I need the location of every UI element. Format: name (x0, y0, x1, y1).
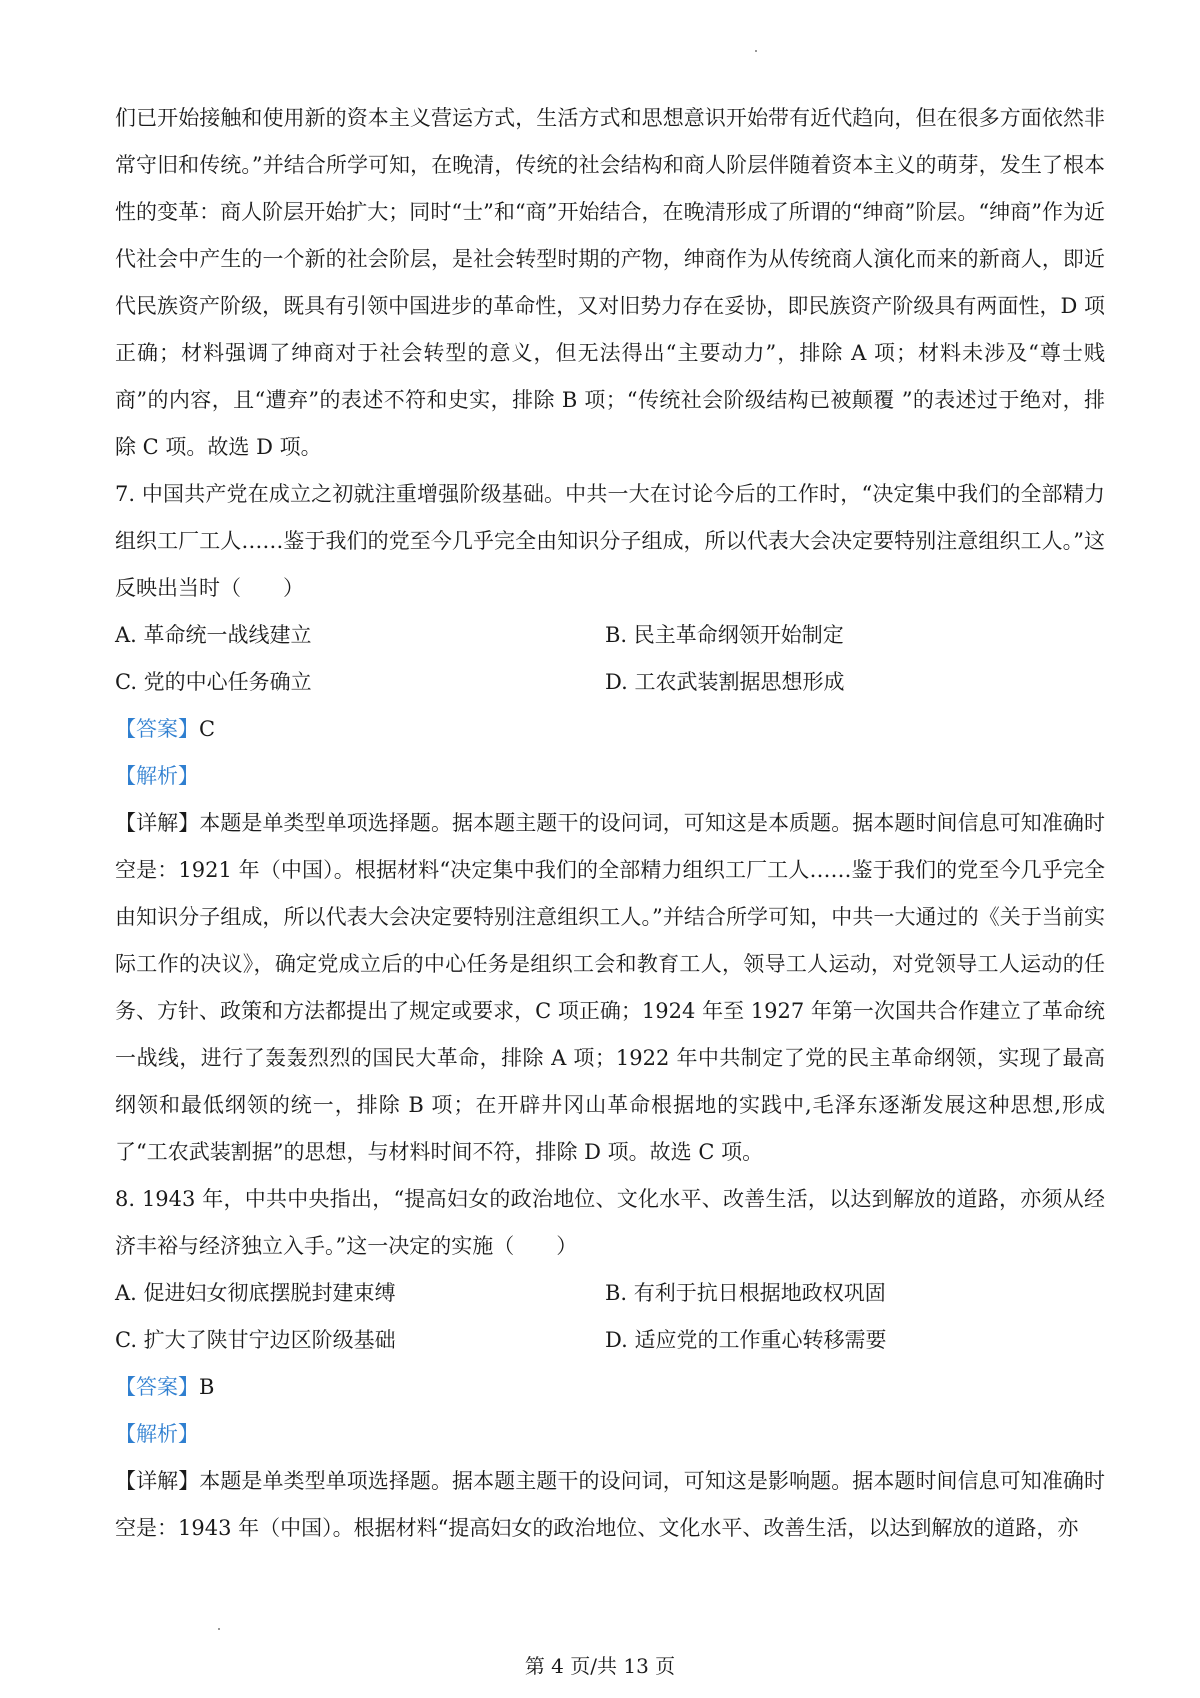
question-8-option-d: D. 适应党的工作重心转移需要 (605, 1328, 887, 1352)
question-8-answer (115, 1364, 1105, 1411)
question-8-option-c: C. 扩大了陕甘宁边区阶级基础 (115, 1328, 396, 1352)
question-7-stem: 7. 中国共产党在成立之初就注重增强阶级基础。中共一大在讨论今后的工作时，“决定集中我们的全部精力组织工厂工人……鉴于我们的党至今几乎完全由知识分子组成，所以代表大会决定要特别注意组织工人。”这反映出当时（ ） (115, 482, 1105, 600)
page-number-footer: 第 4 页/共 13 页 (524, 1654, 676, 1678)
question-8-analysis (115, 1411, 1105, 1458)
question-7-option-b: B. 民主革命纲领开始制定 (605, 623, 844, 647)
answer-value: B (199, 1375, 215, 1399)
continued-explanation-paragraph: 们已开始接触和使用新的资本主义营运方式，生活方式和思想意识开始带有近代趋向，但在很多方面依然非常守旧和传统。”并结合所学可知，在晚清，传统的社会结构和商人阶层伴随着资本主义的萌芽，发生了根本性的变革：商人阶层开始扩大；同时“士”和“商”开始结合，在晚清形成了所谓的“绅商”阶层。“绅商”作为近代社会中产生的一个新的社会阶层，是社会转型时期的产物，绅商作为从传统商人演化而来的新商人，即近代民族资产阶级，既具有引领中国进步的革命性，又对旧势力存在妥协，即民族资产阶级具有两面性，D 项正确；材料强调了绅商对于社会转型的意义，但无法得出“主要动力”，排除 A 项；材料未涉及“尊士贱商”的内容，且“遭弃”的表述不符和史实，排除 B 项；“传统社会阶级结构已被颠覆 ”的表述过于绝对，排除 C 项。故选 D 项。 (115, 106, 1105, 459)
answer-value: C (199, 717, 216, 741)
question-7-options-row-1 (115, 612, 1105, 659)
question-7-analysis (115, 753, 1105, 800)
question-7 (115, 471, 1105, 1176)
scan-speck (218, 1628, 220, 1630)
detail-label: 【详解】 (115, 1469, 200, 1493)
question-7-option-c: C. 党的中心任务确立 (115, 670, 312, 694)
detail-text: 本题是单类型单项选择题。据本题主题干的设问词，可知这是影响题。据本题时间信息可知准确时空是：1943 年（中国）。根据材料“提高妇女的政治地位、文化水平、改善生活，以达到解放的道路，亦 (115, 1469, 1106, 1540)
question-8-option-b: B. 有利于抗日根据地政权巩固 (605, 1281, 886, 1305)
detail-text: 本题是单类型单项选择题。据本题主题干的设问词，可知这是本质题。据本题时间信息可知准确时空是：1921 年（中国）。根据材料“决定集中我们的全部精力组织工厂工人……鉴于我们的党至今几乎完全由知识分子组成，所以代表大会决定要特别注意组织工人。”并结合所学可知，中共一大通过的《关于当前实际工作的决议》，确定党成立后的中心任务是组织工会和教育工人，领导工人运动，对党领导工人运动的任务、方针、政策和方法都提出了规定或要求，C 项正确；1924 年至 1927 年第一次国共合作建立了革命统一战线，进行了轰轰烈烈的国民大革命，排除 A 项；1922 年中共制定了党的民主革命纲领，实现了最高纲领和最低纲领的统一，排除 B 项；在开辟井冈山革命根据地的实践中,毛泽东逐渐发展这种思想,形成了“工农武装割据”的思想，与材料时间不符，排除 D 项。故选 C 项。 (115, 811, 1106, 1164)
question-8-detail (115, 1458, 1105, 1552)
analysis-label: 【解析】 (115, 1422, 199, 1446)
analysis-label: 【解析】 (115, 764, 199, 788)
question-8-stem: 8. 1943 年，中共中央指出，“提高妇女的政治地位、文化水平、改善生活，以达到解放的道路，亦须从经济丰裕与经济独立入手。”这一决定的实施（ ） (115, 1187, 1105, 1258)
question-7-option-a: A. 革命统一战线建立 (115, 623, 312, 647)
answer-label: 【答案】 (115, 1375, 199, 1399)
question-7-options-row-2 (115, 659, 1105, 706)
question-8-options-row-2 (115, 1317, 1105, 1364)
scan-speck (755, 50, 757, 52)
answer-label: 【答案】 (115, 717, 199, 741)
question-8-options-row-1 (115, 1270, 1105, 1317)
detail-label: 【详解】 (115, 811, 200, 835)
page-content (115, 95, 1105, 1552)
question-7-option-d: D. 工农武装割据思想形成 (605, 670, 845, 694)
question-8 (115, 1176, 1105, 1552)
question-7-detail (115, 800, 1105, 1176)
question-7-answer (115, 706, 1105, 753)
question-8-option-a: A. 促进妇女彻底摆脱封建束缚 (115, 1281, 396, 1305)
